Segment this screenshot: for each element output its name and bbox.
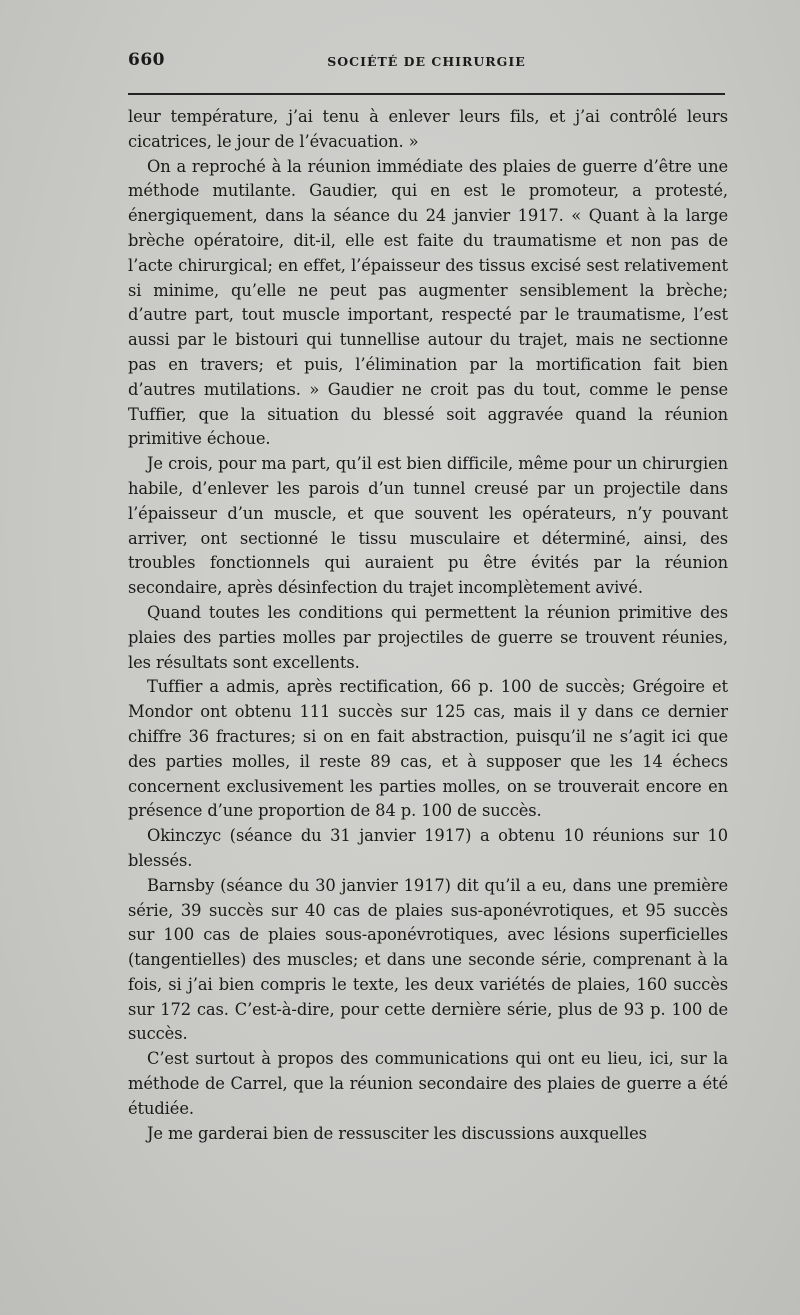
paragraph: Quand toutes les conditions qui permettent la réunion primitive des plaies des parties molles par projectiles de guerre se trouvent réunies, les résultats sont excellents. bbox=[128, 602, 728, 672]
paragraph: Barnsby (séance du 30 janvier 1917) dit qu’il a eu, dans une première série, 39 succès sur 40 cas de plaies sus-aponévrotiques, et 95 succès sur 100 cas de plaies sous-aponévrotiques, avec lésions superficielles (tangentielles) des muscles; et dans une seconde série, comprenant à la fois, si j’ai bien compris le texte, les deux variétés de plaies, 160 succès sur 172 cas. C’est-à-dire, pour cette dernière série, plus de 93 p. 100 de succès. bbox=[128, 875, 728, 1044]
header-rule bbox=[128, 93, 725, 95]
paragraph: Tuffier a admis, après rectification, 66 p. 100 de succès; Grégoire et Mondor ont obtenu 111 succès sur 125 cas, mais il y dans ce dernier chiffre 36 fractures; si on en fait abstraction, puisqu’il ne s’agit ici que des parties molles, il reste 89 cas, et à supposer que les 14 échecs concernent exclusivement les parties molles, on se trouverait encore en présence d’une proportion de 84 p. 100 de succès. bbox=[128, 677, 728, 821]
body-text bbox=[128, 105, 728, 1146]
running-title: SOCIÉTÉ DE CHIRURGIE bbox=[327, 54, 526, 69]
paragraph: On a reproché à la réunion immédiate des plaies de guerre d’être une méthode mutilante. Gaudier, qui en est le promoteur, a protesté, énergiquement, dans la séance du 24 janvier 1917. « Quant à la large brèche opératoire, dit-il, elle est faite du traumatisme et non pas de l’acte chirurgical; en effet, l’épaisseur des tissus excisé sest relativement si minime, qu’elle ne peut pas augmenter sensiblement la brèche; d’autre part, tout muscle important, respecté par le traumatisme, l’est aussi par le bistouri qui tunnellise autour du trajet, mais ne sectionne pas en travers; et puis, l’élimination par la mortification fait bien d’autres mutilations. » Gaudier ne croit pas du tout, comme le pense Tuffier, que la situation du blessé soit aggravée quand la réunion primitive échoue. bbox=[128, 156, 728, 449]
page-number: 660 bbox=[128, 50, 165, 70]
paragraph: Je me garderai bien de ressusciter les discussions auxquelles bbox=[147, 1123, 647, 1143]
paragraph: Je crois, pour ma part, qu’il est bien difficile, même pour un chirurgien habile, d’enlever les parois d’un tunnel creusé par un projectile dans l’épaisseur d’un muscle, et que souvent les opérateurs, n’y pouvant arriver, ont sectionné le tissu musculaire et déterminé, ainsi, des troubles fonctionnels qui auraient pu être évités par la réunion secondaire, après désinfection du trajet incomplètement avivé. bbox=[128, 454, 728, 598]
paragraph: C’est surtout à propos des communications qui ont eu lieu, ici, sur la méthode de Carrel, que la réunion secondaire des plaies de guerre a été étudiée. bbox=[128, 1049, 728, 1118]
paragraph: leur température, j’ai tenu à enlever leurs fils, et j’ai contrôlé leurs cicatrices, le jour de l’évacuation. » bbox=[128, 107, 728, 151]
page-header bbox=[128, 50, 725, 72]
paragraph: Okinczyc (séance du 31 janvier 1917) a obtenu 10 réunions sur 10 blessés. bbox=[128, 826, 728, 870]
